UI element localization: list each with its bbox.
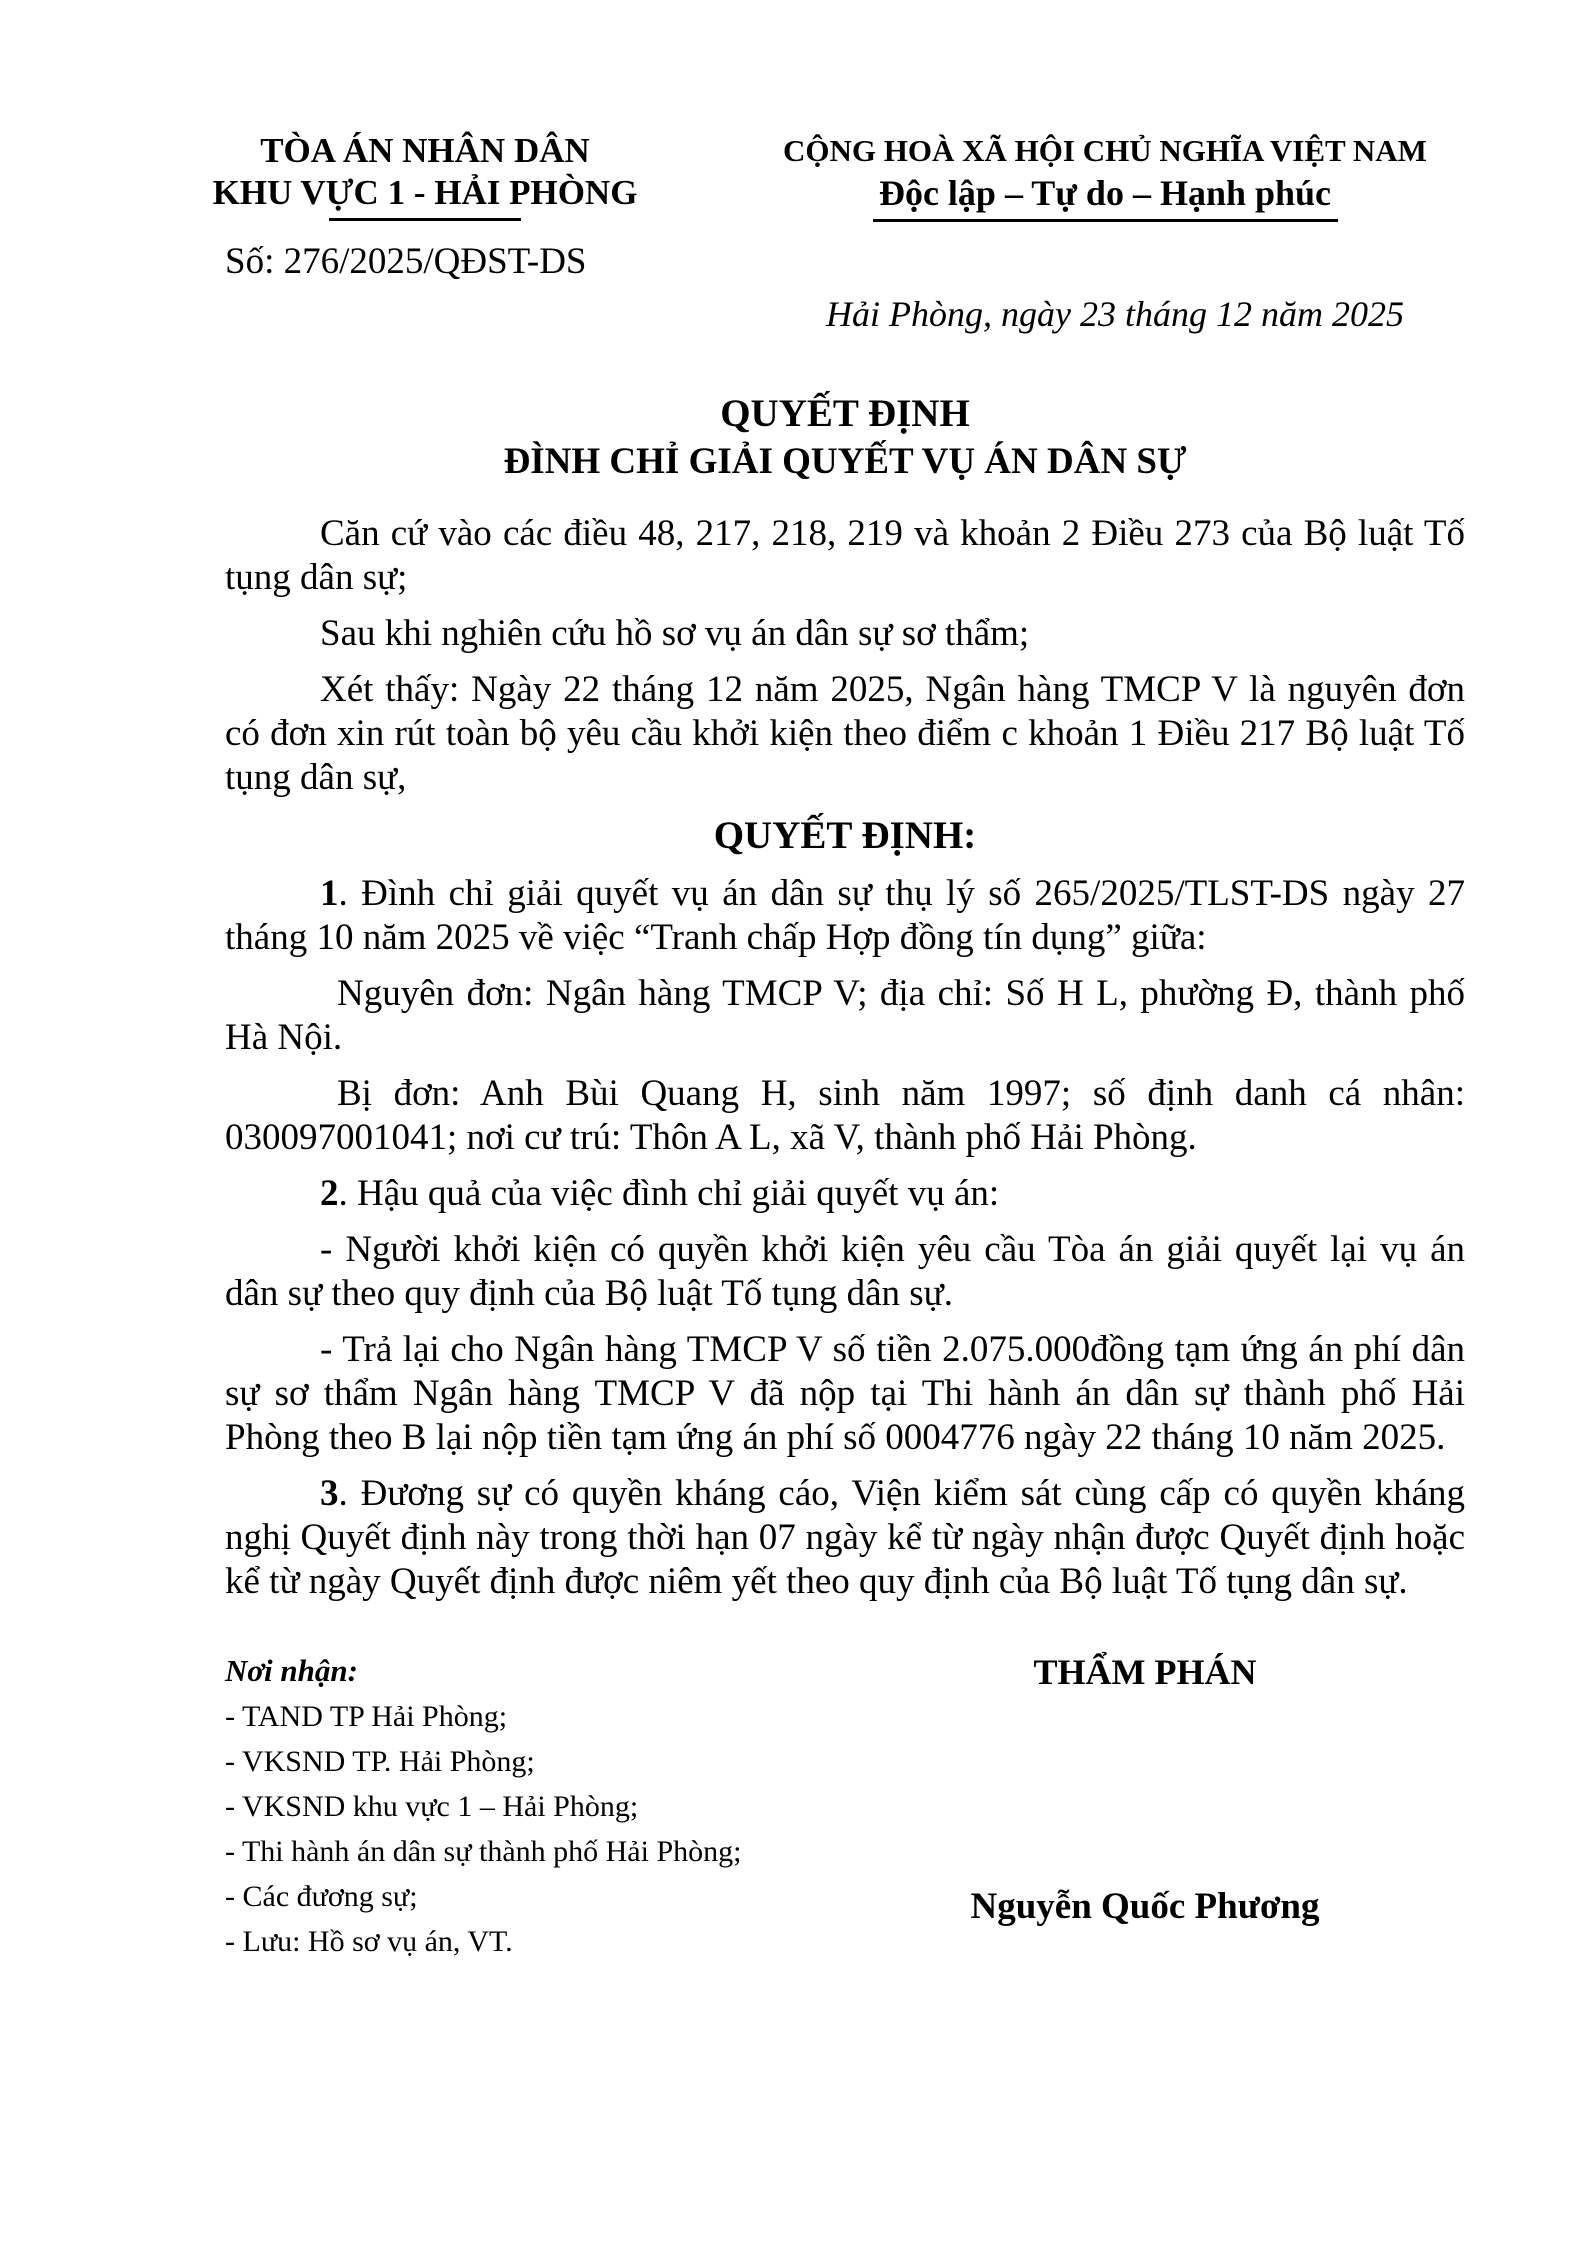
document-subtitle: ĐÌNH CHỈ GIẢI QUYẾT VỤ ÁN DÂN SỰ [503,441,1187,482]
judge-signature-block [825,1650,1465,1930]
paragraph-text: - Người khởi kiện có quyền khởi kiện yêu cầu Tòa án giải quyết lại vụ án dân sự theo quy định của Bộ luật Tố tụng dân sự. [225,1229,1465,1314]
national-header-block [720,130,1490,222]
paragraph-text: . Hậu quả của việc đình chỉ giải quyết vụ án: [338,1173,1000,1214]
paragraph-text: Căn cứ vào các điều 48, 217, 218, 219 và khoản 2 Điều 273 của Bộ luật Tố tụng dân sự; [225,513,1465,598]
court-name-line1: TÒA ÁN NHÂN DÂN [260,131,590,170]
recipient-item: - TAND TP Hải Phòng; [225,1700,508,1733]
paragraph-number: 2 [320,1173,339,1214]
paragraph-number: 3 [320,1473,339,1514]
recipients-block [225,1650,845,1964]
place-date-line: Hải Phòng, ngày 23 tháng 12 năm 2025 [826,294,1404,334]
document-number: Số: 276/2025/QĐST-DS [225,241,587,282]
paragraph-defendant [225,1072,1465,1160]
recipients-label: Nơi nhận: [225,1653,358,1688]
recipient-item: - VKSND TP. Hải Phòng; [225,1745,535,1778]
recipients-list [225,1694,845,1964]
paragraph-text: Sau khi nghiên cứu hồ sơ vụ án dân sự sơ thẩm; [320,613,1030,654]
recipient-item: - Thi hành án dân sự thành phố Hải Phòng; [225,1835,742,1868]
document-body [225,512,1465,1616]
judge-name: Nguyễn Quốc Phương [970,1886,1320,1927]
document-title: QUYẾT ĐỊNH [720,392,970,435]
national-motto: Độc lập – Tự do – Hạnh phúc [878,173,1332,213]
paragraph-text: Bị đơn: Anh Bùi Quang H, sinh năm 1997; số định danh cá nhân: 030097001041; nơi cư trú: Thôn A L, xã V, thành phố Hải Phòng. [225,1073,1465,1158]
paragraph-text: Xét thấy: Ngày 22 tháng 12 năm 2025, Ngân hàng TMCP V là nguyên đơn có đơn xin rút toàn bộ yêu cầu khởi kiện theo điểm c khoản 1 Điều 217 Bộ luật Tố tụng dân sự, [225,669,1465,798]
court-header-block [150,130,700,221]
court-header-divider [329,218,521,221]
court-name-line2: KHU VỰC 1 - HẢI PHÒNG [212,173,638,212]
decision-section-heading: QUYẾT ĐỊNH: [713,814,977,857]
paragraph-case-review [225,612,1465,656]
document-title-block [225,390,1465,486]
paragraph-consequence-right-to-sue [225,1228,1465,1316]
recipient-item: - Lưu: Hồ sơ vụ án, VT. [225,1925,513,1958]
judge-title: THẨM PHÁN [1033,1652,1257,1692]
paragraph-decision-2 [225,1172,1465,1216]
paragraph-text: . Đương sự có quyền kháng cáo, Viện kiểm sát cùng cấp có quyền kháng nghị Quyết định này trong thời hạn 07 ngày kể từ ngày nhận được Quyết định hoặc kể từ ngày Quyết định được niêm yết theo quy định của Bộ luật Tố tụng dân sự. [225,1473,1465,1602]
paragraph-plaintiff [225,972,1465,1060]
national-header-divider [873,219,1338,222]
national-title: CỘNG HOÀ XÃ HỘI CHỦ NGHĨA VIỆT NAM [783,133,1427,168]
recipient-item: - VKSND khu vực 1 – Hải Phòng; [225,1790,639,1823]
paragraph-text: Nguyên đơn: Ngân hàng TMCP V; địa chỉ: Số H L, phường Đ, thành phố Hà Nội. [225,973,1465,1058]
paragraph-findings [225,668,1465,800]
paragraph-decision-3 [225,1472,1465,1604]
paragraph-decision-1 [225,872,1465,960]
paragraph-text: . Đình chỉ giải quyết vụ án dân sự thụ lý số 265/2025/TLST-DS ngày 27 tháng 10 năm 2025 về việc “Tranh chấp Hợp đồng tín dụng” giữa: [225,873,1465,958]
paragraph-text: - Trả lại cho Ngân hàng TMCP V số tiền 2.075.000đồng tạm ứng án phí dân sự sơ thẩm Ngân hàng TMCP V đã nộp tại Thi hành án dân sự thành phố Hải Phòng theo B lại nộp tiền tạm ứng án phí số 0004776 ngày 22 tháng 10 năm 2025. [225,1329,1465,1458]
paragraph-legal-basis [225,512,1465,600]
paragraph-consequence-fee-refund [225,1328,1465,1460]
recipient-item: - Các đương sự; [225,1880,418,1913]
paragraph-number: 1 [320,873,339,914]
